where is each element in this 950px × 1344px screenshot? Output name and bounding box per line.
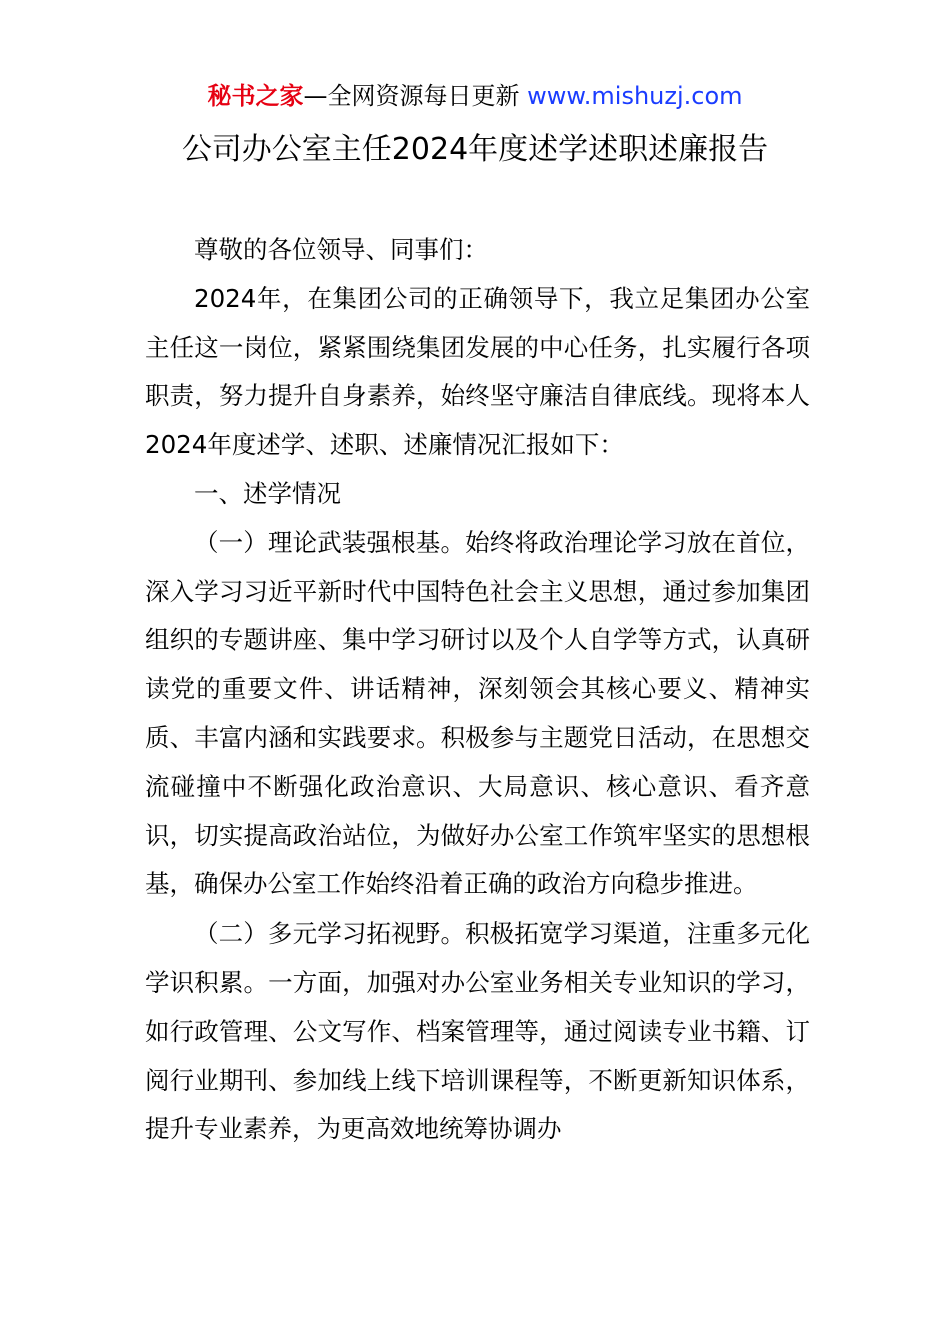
document-body	[145, 226, 810, 1154]
body-paragraph: （二）多元学习拓视野。积极拓宽学习渠道，注重多元化学识积累。一方面，加强对办公室业务相关专业知识的学习，如行政管理、公文写作、档案管理等，通过阅读专业书籍、订阅行业期刊、参加线上线下培训课程等，不断更新知识体系，提升专业素养，为更高效地统筹协调办	[145, 919, 810, 1144]
site-url-link[interactable]: www.mishuzj.com	[527, 82, 743, 110]
salutation: 尊敬的各位领导、同事们：	[194, 235, 488, 264]
site-brand: 秘书之家	[207, 82, 304, 110]
document-title: 公司办公室主任2024年度述学述职述廉报告	[181, 132, 769, 167]
site-header	[0, 80, 950, 112]
section-heading: 一、述学情况	[194, 478, 341, 508]
body-paragraph: （一）理论武装强根基。始终将政治理论学习放在首位，深入学习习近平新时代中国特色社会主义思想，通过参加集团组织的专题讲座、集中学习研讨以及个人自学等方式，认真研读党的重要文件、讲话精神，深刻领会其核心要义、精神实质、丰富内涵和实践要求。积极参与主题党日活动，在思想交流碰撞中不断强化政治意识、大局意识、核心意识、看齐意识，切实提高政治站位，为做好办公室工作筑牢坚实的思想根基，确保办公室工作始终沿着正确的政治方向稳步推进。	[145, 527, 810, 899]
site-tagline: —全网资源每日更新	[303, 82, 528, 110]
intro-paragraph: 2024年，在集团公司的正确领导下，我立足集团办公室主任这一岗位，紧紧围绕集团发展的中心任务，扎实履行各项职责，努力提升自身素养，始终坚守廉洁自律底线。现将本人2024年度述学、述职、述廉情况汇报如下：	[145, 283, 810, 460]
